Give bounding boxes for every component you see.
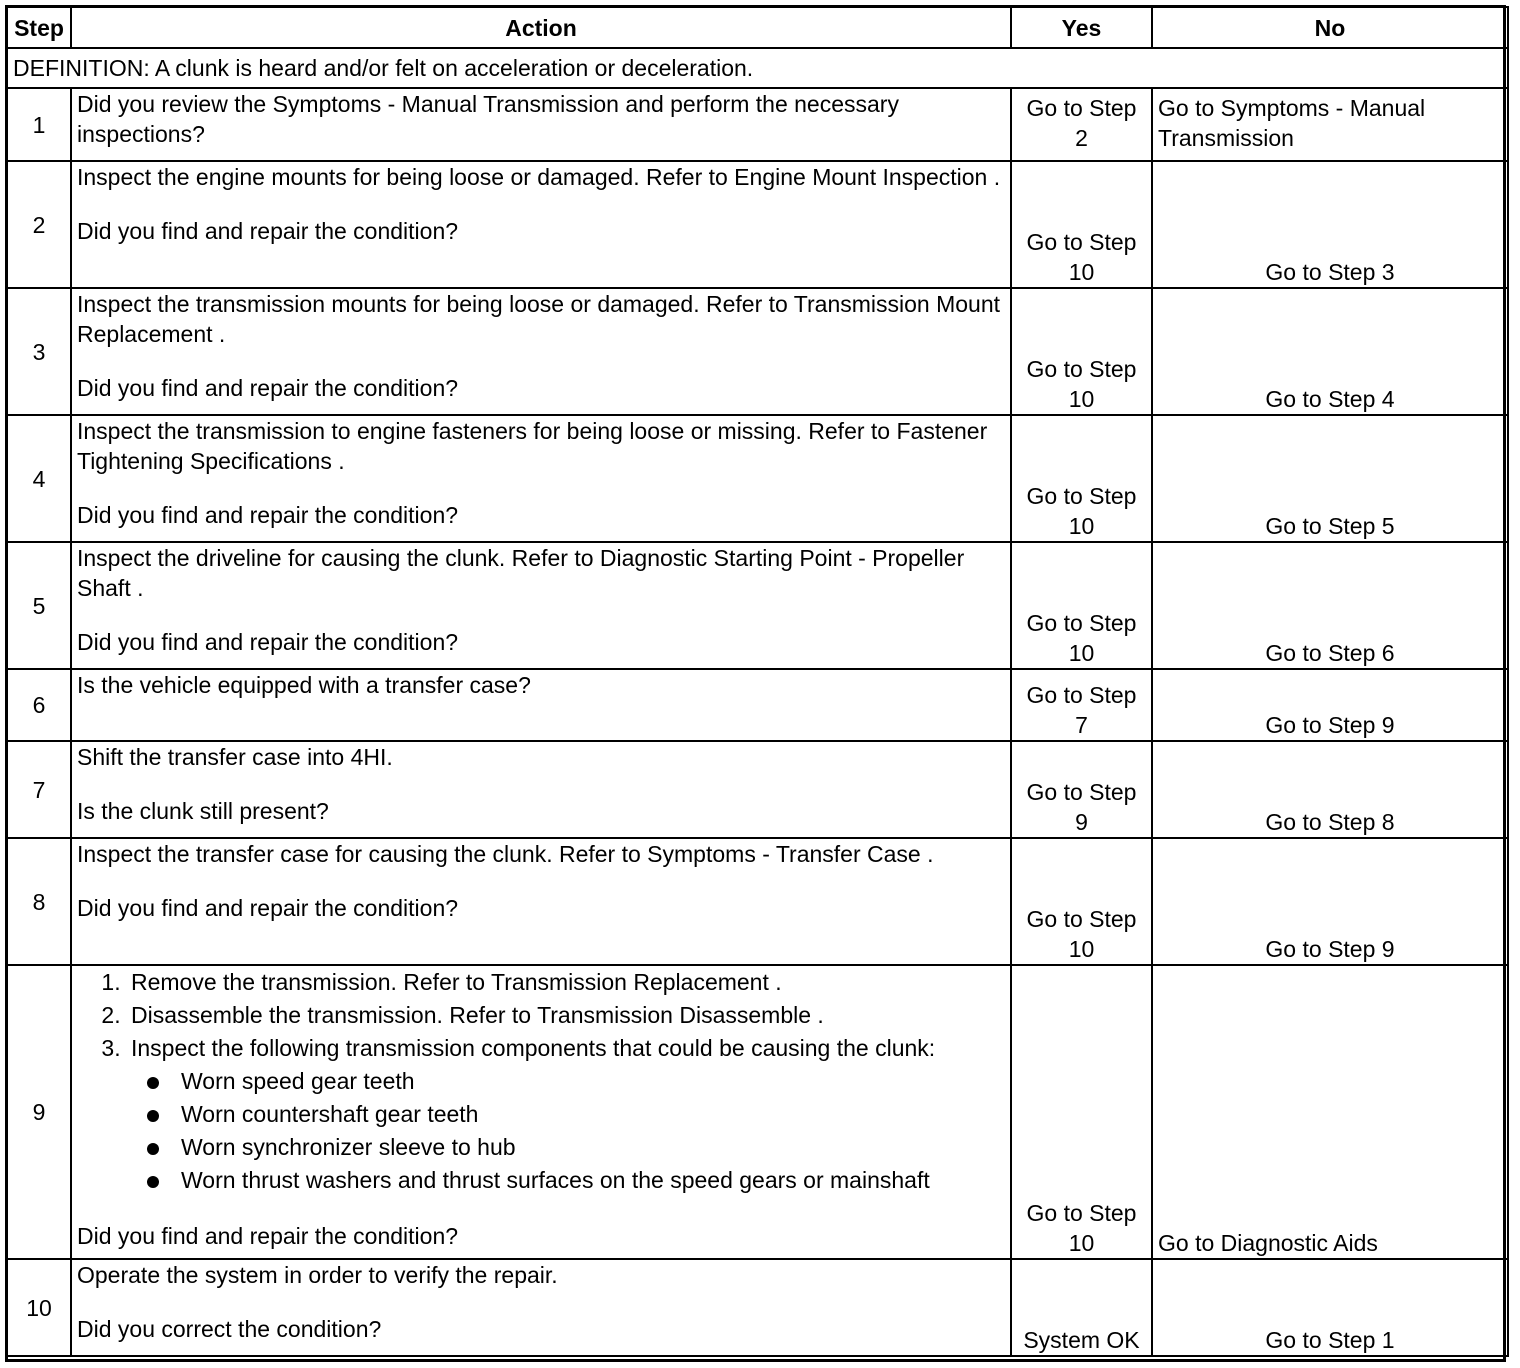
table-row (7, 669, 1508, 741)
substep-text: Inspect the following transmission components that could be causing the clunk: (131, 1035, 936, 1061)
header-row (7, 7, 1508, 48)
step-number: 5 (7, 542, 71, 669)
action-question: Did you find and repair the condition? (77, 629, 459, 655)
header-no: No (1152, 7, 1508, 48)
action-text: Inspect the driveline for causing the clunk. Refer to Diagnostic Starting Point - Propeller Shaft . (77, 545, 965, 601)
action-cell (71, 669, 1011, 741)
action-cell (71, 88, 1011, 161)
step-number: 7 (7, 741, 71, 838)
no-cell: Go to Step 5 (1152, 415, 1508, 542)
action-question: Did you find and repair the condition? (77, 375, 459, 401)
no-cell: Go to Step 1 (1152, 1259, 1508, 1356)
step-number: 6 (7, 669, 71, 741)
action-text: Did you review the Symptoms - Manual Transmission and perform the necessary inspections? (77, 91, 899, 147)
yes-cell: Go to Step 9 (1011, 741, 1152, 838)
yes-cell: Go to Step 10 (1011, 161, 1152, 288)
substep-item (127, 1032, 1005, 1197)
yes-cell: Go to Step 10 (1011, 542, 1152, 669)
no-cell: Go to Diagnostic Aids (1152, 965, 1508, 1259)
substep-item: 1. Remove the transmission. Refer to Transmission Replacement . (127, 966, 1005, 999)
action-question: Did you find and repair the condition? (77, 895, 459, 921)
action-question: Did you correct the condition? (77, 1316, 382, 1342)
step-number: 1 (7, 88, 71, 161)
yes-cell: Go to Step 10 (1011, 288, 1152, 415)
table-row (7, 838, 1508, 965)
action-text: Is the vehicle equipped with a transfer case? (77, 672, 531, 698)
action-cell (71, 965, 1011, 1259)
no-cell: Go to Step 9 (1152, 838, 1508, 965)
action-text: Inspect the transmission to engine fasteners for being loose or missing. Refer to Fastener Tightening Specifications . (77, 418, 988, 474)
step-number: 3 (7, 288, 71, 415)
substep-item: 2. Disassemble the transmission. Refer to Transmission Disassemble . (127, 999, 1005, 1032)
no-cell: Go to Step 4 (1152, 288, 1508, 415)
header-step: Step (7, 7, 71, 48)
table-row (7, 741, 1508, 838)
action-cell (71, 838, 1011, 965)
action-cell (71, 288, 1011, 415)
no-cell: Go to Step 9 (1152, 669, 1508, 741)
action-question: Did you find and repair the condition? (77, 218, 459, 244)
bullet-item: Worn speed gear teeth (177, 1065, 1005, 1098)
header-yes: Yes (1011, 7, 1152, 48)
step-number: 9 (7, 965, 71, 1259)
no-cell: Go to Step 8 (1152, 741, 1508, 838)
table-row (7, 288, 1508, 415)
yes-cell: Go to Step 10 (1011, 838, 1152, 965)
step-number: 4 (7, 415, 71, 542)
yes-cell: Go to Step 2 (1011, 88, 1152, 161)
action-text: Inspect the transfer case for causing the clunk. Refer to Symptoms - Transfer Case . (77, 841, 934, 867)
action-text: Inspect the transmission mounts for being loose or damaged. Refer to Transmission Mount Replacement . (77, 291, 1001, 347)
table-row (7, 542, 1508, 669)
action-question: Did you find and repair the condition? (77, 502, 459, 528)
component-bullet-list (131, 1065, 1005, 1197)
yes-cell: Go to Step 10 (1011, 415, 1152, 542)
table-row (7, 415, 1508, 542)
bullet-item: Worn countershaft gear teeth (177, 1098, 1005, 1131)
header-action: Action (71, 7, 1011, 48)
no-cell: Go to Symptoms - Manual Transmission (1152, 88, 1508, 161)
bullet-item: Worn thrust washers and thrust surfaces on the speed gears or mainshaft (177, 1164, 1005, 1197)
action-text: Shift the transfer case into 4HI. (77, 744, 393, 770)
bullet-item: Worn synchronizer sleeve to hub (177, 1131, 1005, 1164)
definition-row (7, 48, 1508, 88)
yes-cell: Go to Step 7 (1011, 669, 1152, 741)
action-text: Operate the system in order to verify the repair. (77, 1262, 558, 1288)
step-number: 10 (7, 1259, 71, 1356)
action-question: Is the clunk still present? (77, 798, 329, 824)
definition-text: DEFINITION: A clunk is heard and/or felt on acceleration or deceleration. (7, 48, 1508, 88)
table-row (7, 965, 1508, 1259)
step-number: 2 (7, 161, 71, 288)
action-cell (71, 161, 1011, 288)
table-row (7, 88, 1508, 161)
diagnostic-table (6, 6, 1509, 1357)
action-cell (71, 415, 1011, 542)
yes-cell: System OK (1011, 1259, 1152, 1356)
action-question: Did you find and repair the condition? (77, 1223, 459, 1249)
no-cell: Go to Step 6 (1152, 542, 1508, 669)
table-row (7, 161, 1508, 288)
table-row (7, 1259, 1508, 1356)
yes-cell: Go to Step 10 (1011, 965, 1152, 1259)
action-text: Inspect the engine mounts for being loose or damaged. Refer to Engine Mount Inspection . (77, 164, 1001, 190)
step-number: 8 (7, 838, 71, 965)
action-cell (71, 741, 1011, 838)
action-cell (71, 1259, 1011, 1356)
action-cell (71, 542, 1011, 669)
substep-list (77, 966, 1005, 1197)
no-cell: Go to Step 3 (1152, 161, 1508, 288)
